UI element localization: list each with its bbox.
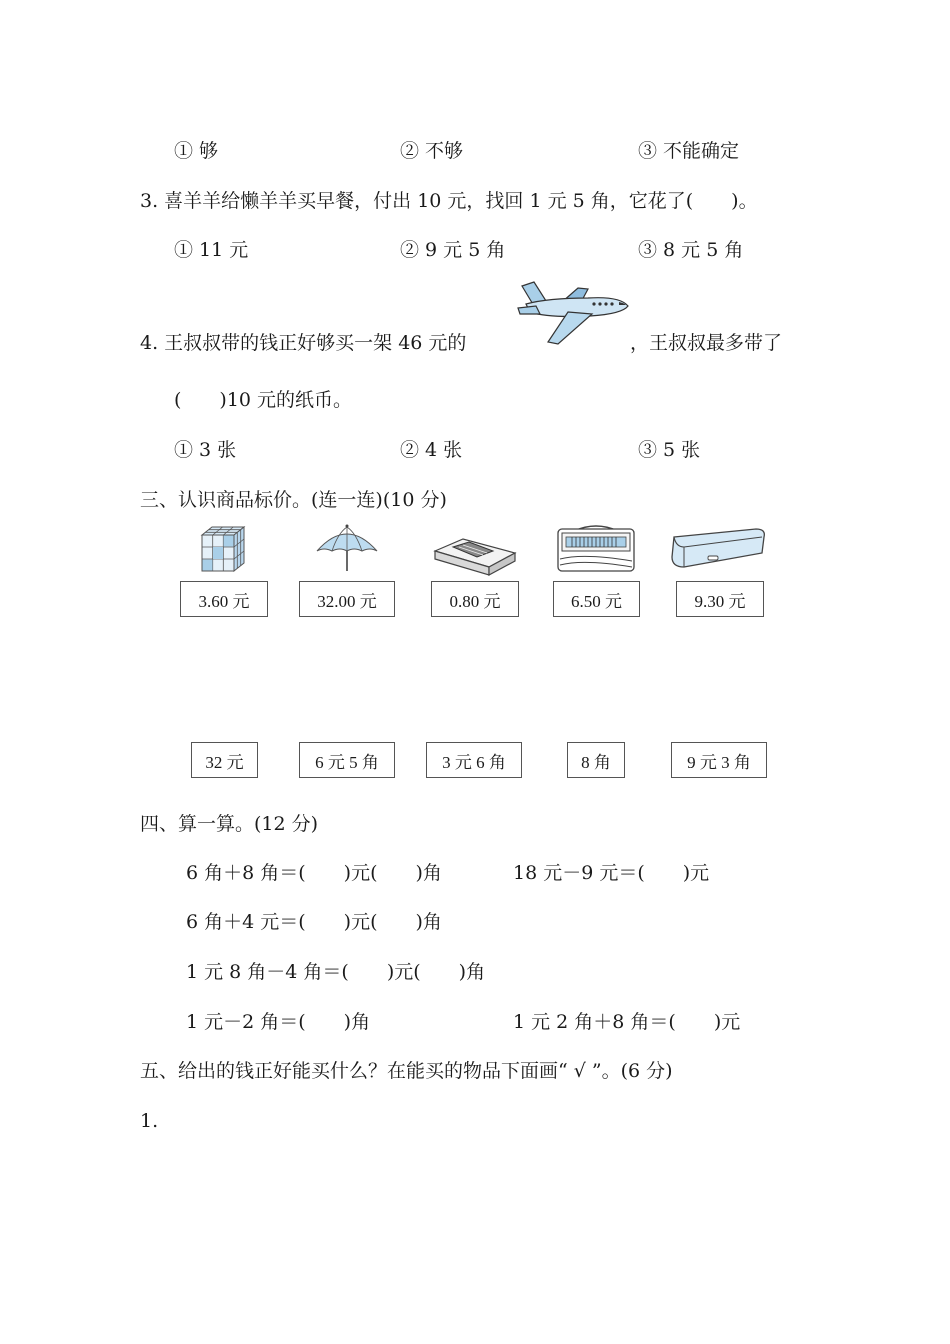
bottom-price-5: 9 元 3 角 (671, 742, 767, 778)
q4-text-after: ，王叔叔最多带了 (630, 332, 783, 354)
top-price-2: 32.00 元 (299, 581, 395, 617)
calc-row3: 1 元 8 角－4 角＝( )元( )角 (186, 961, 486, 983)
section4-title: 四、算一算。(12 分) (140, 813, 319, 835)
q3-option-1: ① 11 元 (174, 239, 249, 261)
calc-row1-left: 6 角＋8 角＝( )元( )角 (186, 862, 442, 884)
airplane-icon (508, 276, 632, 348)
top-price-5: 9.30 元 (676, 581, 764, 617)
section3-title: 三、认识商品标价。(连一连)(10 分) (140, 489, 447, 511)
q2-option-2: ② 不够 (400, 140, 464, 162)
q4-option-1: ① 3 张 (174, 439, 237, 461)
pencil-sharpener-icon (431, 531, 519, 577)
q4-line2: ( )10 元的纸币。 (174, 389, 353, 411)
section5-item1: 1. (140, 1110, 159, 1132)
umbrella-icon (314, 523, 380, 575)
section5-title: 五、给出的钱正好能买什么？在能买的物品下面画“ √ ”。(6 分) (140, 1060, 673, 1082)
top-price-1: 3.60 元 (180, 581, 268, 617)
q3-text: 3. 喜羊羊给懒羊羊买早餐，付出 10 元，找回 1 元 5 角，它花了( )。 (140, 190, 758, 212)
q3-option-3: ③ 8 元 5 角 (638, 239, 744, 261)
bottom-price-2: 6 元 5 角 (299, 742, 395, 778)
bottom-price-3: 3 元 6 角 (426, 742, 522, 778)
pencil-case-icon (554, 523, 638, 575)
calc-row2: 6 角＋4 元＝( )元( )角 (186, 911, 442, 933)
pencil-pouch-icon (666, 523, 770, 573)
q4-option-2: ② 4 张 (400, 439, 463, 461)
bottom-price-4: 8 角 (567, 742, 625, 778)
top-price-3: 0.80 元 (431, 581, 519, 617)
q4-option-3: ③ 5 张 (638, 439, 701, 461)
q2-option-1: ① 够 (174, 140, 219, 162)
q2-option-3: ③ 不能确定 (638, 140, 740, 162)
bottom-price-1: 32 元 (191, 742, 258, 778)
q3-option-2: ② 9 元 5 角 (400, 239, 506, 261)
rubiks-cube-icon (198, 523, 248, 575)
calc-row4-left: 1 元－2 角＝( )角 (186, 1011, 371, 1033)
calc-row1-right: 18 元－9 元＝( )元 (513, 862, 710, 884)
top-price-4: 6.50 元 (553, 581, 640, 617)
calc-row4-right: 1 元 2 角＋8 角＝( )元 (513, 1011, 741, 1033)
q4-text-before: 4. 王叔叔带的钱正好够买一架 46 元的 (140, 332, 467, 354)
